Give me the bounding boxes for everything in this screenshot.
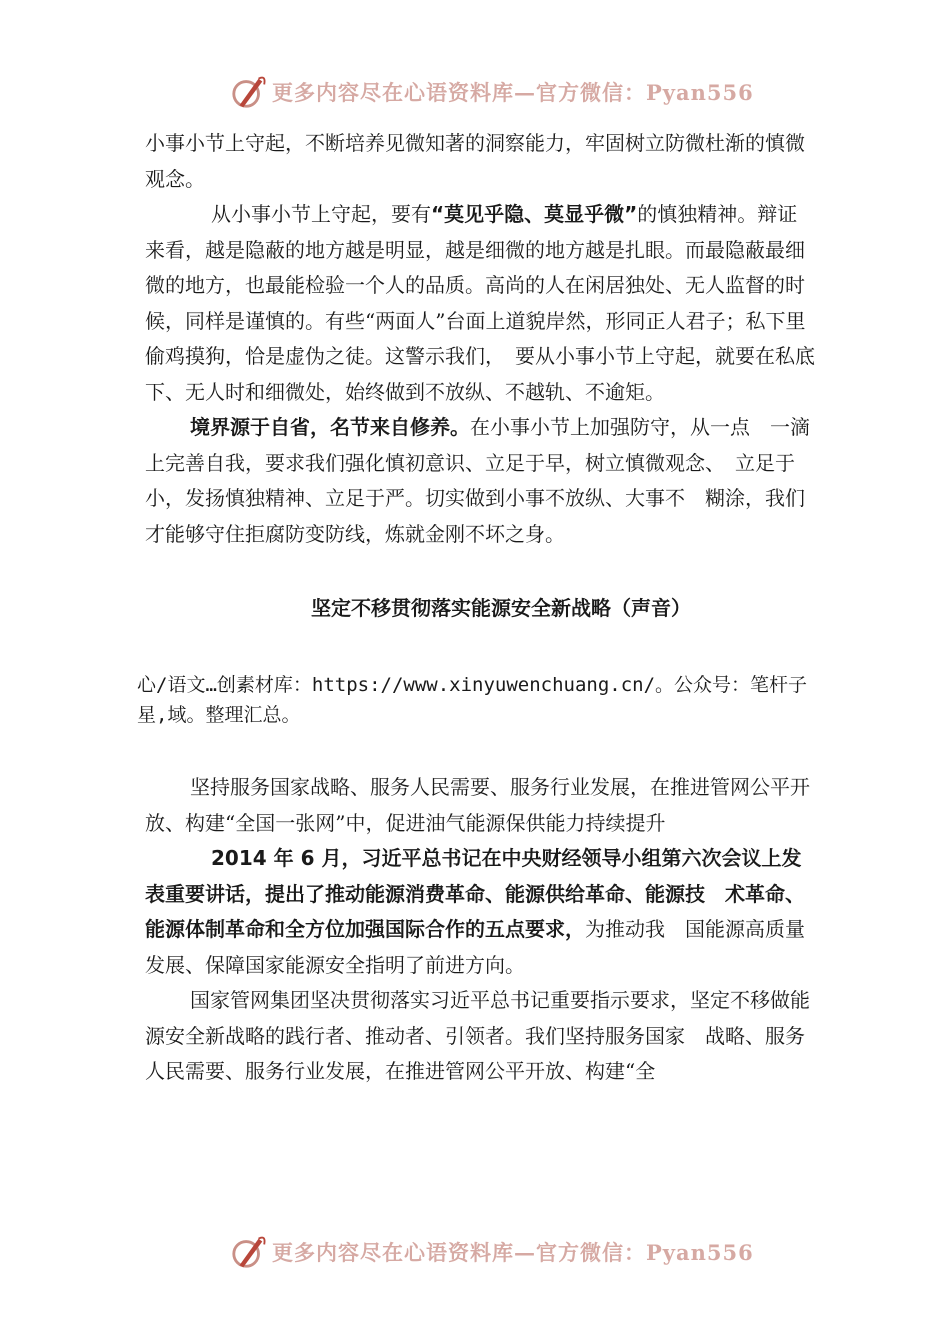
paragraph-2-lead: 从小事小节上守起，要有 bbox=[211, 202, 431, 226]
banner-text: 更多内容尽在心语资料库—官方微信：Pyan556 bbox=[272, 1240, 754, 1265]
paragraph-6: 国家管网集团坚决贯彻落实习近平总书记重要指示要求，坚定不移做能源安全新战略的践行者、推动者、引领者。我们坚持服务国家 战略、服务人民需要、服务行业发展，在推进管网公平开放、构建“全 bbox=[145, 988, 810, 1083]
header-banner bbox=[230, 72, 754, 112]
paragraph-3-heading: 境界源于自省，名节来自修养。 bbox=[190, 415, 470, 439]
article-title: 坚定不移贯彻落实能源安全新战略（声音） bbox=[311, 596, 691, 620]
paragraph-5-lead: 2014 年 6 月，习近平总书记在中央财经领导小组第六次会议上发表重要讲话，提出了推动能源消费革命、能源供给革命、能源技 术革命、能源体制革命和全方位加强国际合作的五点要求， bbox=[145, 846, 805, 941]
paragraph-5-rest: 为推动我 国能源高质量发展、保障国家能源安全指明了前进方向。 bbox=[145, 917, 805, 977]
source-line: 心/语文…创素材库：https://www.xinyuwenchuang.cn/。公众号：笔杆子星,域。整理汇总。 bbox=[137, 674, 808, 726]
footer-banner bbox=[230, 1232, 754, 1272]
quill-pen-logo-icon bbox=[230, 73, 268, 111]
paragraph-3 bbox=[145, 410, 817, 552]
quill-pen-logo-icon bbox=[230, 1233, 268, 1271]
paragraph-5 bbox=[145, 841, 817, 983]
paragraph-2-rest: 的慎独精神。辩证来看，越是隐蔽的地方越是明显，越是细微的地方越是扎眼。而最隐蔽最细微的地方，也最能检验一个人的品质。高尚的人在闲居独处、无人监督的时候，同样是谨慎的。有些“两面人”台面上道貌岸然，形同正人君子；私下里偷鸡摸狗，恰是虚伪之徒。这警示我们， 要从小事小节上守起，就要在私底下、无人时和细微处，始终做到不放纵、不越轨、不逾矩。 bbox=[145, 202, 815, 404]
paragraph-2-quote: “莫见乎隐、莫显乎微” bbox=[431, 202, 638, 226]
banner-text: 更多内容尽在心语资料库—官方微信：Pyan556 bbox=[272, 80, 754, 105]
paragraph-2 bbox=[145, 197, 817, 410]
paragraph-3-rest: 在小事小节上加强防守，从一点 一滴上完善自我，要求我们强化慎初意识、立足于早，树立慎微观念、 立足于小，发扬慎独精神、立足于严。切实做到小事不放纵、大事不 糊涂，我们才能够守住拒腐防变防线，炼就金刚不坏之身。 bbox=[145, 415, 810, 546]
document-body bbox=[137, 126, 817, 1090]
paragraph-1: 小事小节上守起，不断培养见微知著的洞察能力，牢固树立防微杜渐的慎微观念。 bbox=[145, 131, 805, 191]
paragraph-4: 坚持服务国家战略、服务人民需要、服务行业发展，在推进管网公平开放、构建“全国一张网”中，促进油气能源保供能力持续提升 bbox=[145, 775, 810, 835]
